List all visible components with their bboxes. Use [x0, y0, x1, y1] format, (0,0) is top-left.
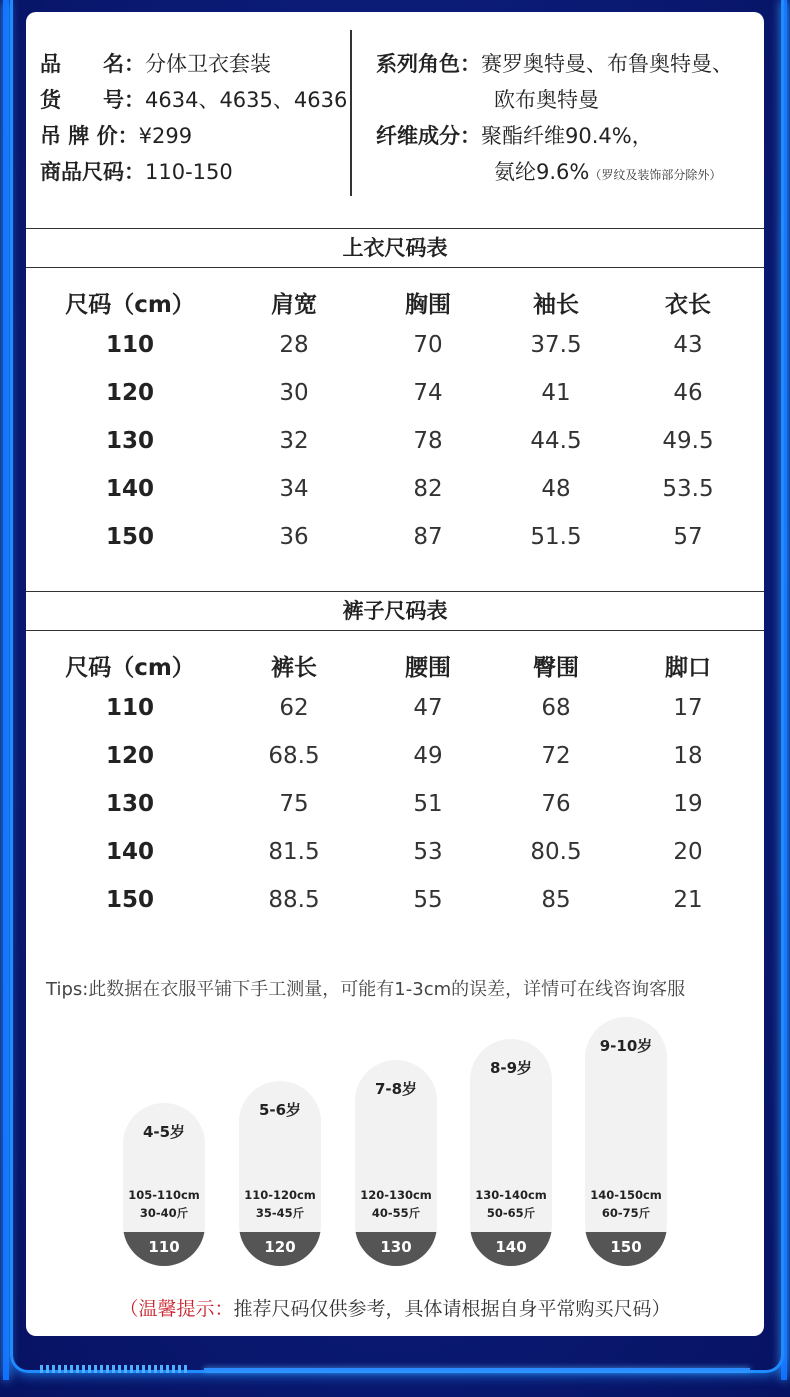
product-sku-row: [40, 84, 347, 114]
table-row-size: 140: [105, 839, 155, 865]
table-cell: 87: [413, 524, 443, 550]
table-row-size: 130: [105, 428, 155, 454]
fiber-row: [376, 120, 653, 150]
table-cell: 30: [279, 380, 309, 406]
table-cell: 81.5: [268, 839, 320, 865]
fiber-label: 纤维成分：: [376, 124, 481, 148]
table-cell: 51.5: [530, 524, 582, 550]
series-row-2: [494, 84, 599, 114]
warm-tip-text: 推荐尺码仅供参考，具体请根据自身平常购买尺码）: [233, 1298, 671, 1320]
table-row-size: 130: [105, 791, 155, 817]
height-range: 110-120cm: [244, 1188, 316, 1202]
table-cell: 68: [541, 695, 571, 721]
size-badge: 110: [123, 1232, 205, 1266]
product-name-value: 分体卫衣套装: [145, 52, 271, 76]
size-chart-card: [26, 12, 764, 1336]
product-size-label: 商品尺码：: [40, 160, 145, 184]
height-range: 130-140cm: [475, 1188, 547, 1202]
fiber-note: （罗纹及装饰部分除外）: [589, 168, 722, 182]
table-cell: 46: [673, 380, 703, 406]
series-row: [376, 48, 733, 78]
table-cell: 53.5: [662, 476, 714, 502]
size-badge: 150: [585, 1232, 667, 1266]
table-header: 裤长: [271, 655, 317, 681]
table-row-size: 120: [105, 743, 155, 769]
table-cell: 48: [541, 476, 571, 502]
table-cell: 78: [413, 428, 443, 454]
table-cell: 37.5: [530, 332, 582, 358]
table-cell: 19: [673, 791, 703, 817]
table-row-size: 110: [105, 332, 155, 358]
product-size-row: [40, 156, 233, 186]
table-header: 臀围: [533, 655, 579, 681]
table-cell: 41: [541, 380, 571, 406]
table-cell: 57: [673, 524, 703, 550]
fiber-value-2: 氨纶9.6%: [494, 160, 590, 184]
product-price-label: 吊 牌 价：: [40, 124, 139, 148]
weight-range: 40-55斤: [371, 1206, 421, 1220]
series-value-1: 赛罗奥特曼、布鲁奥特曼、: [481, 52, 733, 76]
age-guide-item: [470, 1039, 552, 1266]
tips-text: Tips:此数据在衣服平铺下手工测量，可能有1-3cm的误差，详情可在线咨询客服: [46, 979, 686, 1000]
table-cell: 43: [673, 332, 703, 358]
table-header: 衣长: [665, 292, 711, 318]
table-cell: 88.5: [268, 887, 320, 913]
product-price-value: ¥299: [138, 124, 193, 148]
product-name-label: 品 名：: [40, 52, 145, 76]
info-divider: [350, 30, 352, 196]
table-cell: 47: [413, 695, 443, 721]
fiber-row-2: [494, 156, 721, 186]
fiber-value-1: 聚酯纤维90.4%，: [481, 124, 653, 148]
table-cell: 49: [413, 743, 443, 769]
table-row-size: 120: [105, 380, 155, 406]
table-cell: 85: [541, 887, 571, 913]
table-header: 胸围: [405, 292, 451, 318]
product-sku-value: 4634、4635、4636: [145, 88, 348, 112]
size-badge: 130: [355, 1232, 437, 1266]
table-cell: 53: [413, 839, 443, 865]
table-cell: 21: [673, 887, 703, 913]
table-header: 袖长: [533, 292, 579, 318]
table-cell: 70: [413, 332, 443, 358]
age-label: 7-8岁: [374, 1080, 418, 1098]
age-label: 4-5岁: [142, 1123, 186, 1141]
glow-line: [204, 1368, 750, 1371]
tick-marks: [40, 1365, 190, 1373]
table-cell: 51: [413, 791, 443, 817]
bottom-decoration: [40, 1362, 750, 1376]
table-cell: 36: [279, 524, 309, 550]
age-guide-item: [355, 1060, 437, 1266]
weight-range: 50-65斤: [486, 1206, 536, 1220]
product-name-row: [40, 48, 271, 78]
table-cell: 68.5: [268, 743, 320, 769]
table-header: 尺码（cm）: [65, 292, 195, 318]
product-sku-label: 货 号：: [40, 88, 145, 112]
table-header: 肩宽: [271, 292, 317, 318]
table-cell: 72: [541, 743, 571, 769]
table-row-size: 150: [105, 524, 155, 550]
series-value-2: 欧布奥特曼: [494, 88, 599, 112]
table-cell: 44.5: [530, 428, 582, 454]
height-range: 140-150cm: [590, 1188, 662, 1202]
table-cell: 17: [673, 695, 703, 721]
table-cell: 80.5: [530, 839, 582, 865]
table-row-size: 140: [105, 476, 155, 502]
table-cell: 49.5: [662, 428, 714, 454]
left-frame-glow: [3, 0, 9, 1380]
table-row-size: 110: [105, 695, 155, 721]
warm-tip-prefix: （温馨提示：: [119, 1298, 234, 1320]
height-range: 105-110cm: [128, 1188, 200, 1202]
table-cell: 82: [413, 476, 443, 502]
top-size-table: [26, 268, 764, 588]
top-table-title: 上衣尺码表: [26, 228, 764, 268]
table-cell: 28: [279, 332, 309, 358]
size-badge: 140: [470, 1232, 552, 1266]
table-cell: 74: [413, 380, 443, 406]
table-cell: 55: [413, 887, 443, 913]
weight-range: 35-45斤: [255, 1206, 305, 1220]
age-guide-item: [239, 1081, 321, 1266]
age-label: 9-10岁: [599, 1037, 653, 1055]
age-label: 8-9岁: [489, 1059, 533, 1077]
table-header: 尺码（cm）: [65, 655, 195, 681]
weight-range: 30-40斤: [139, 1206, 189, 1220]
product-info: [26, 12, 764, 227]
product-size-value: 110-150: [145, 160, 233, 184]
warm-tip: [26, 1294, 764, 1321]
table-row-size: 150: [105, 887, 155, 913]
table-cell: 34: [279, 476, 309, 502]
series-label: 系列角色：: [376, 52, 481, 76]
table-cell: 76: [541, 791, 571, 817]
age-guide-item: [585, 1017, 667, 1266]
table-cell: 18: [673, 743, 703, 769]
table-cell: 62: [279, 695, 309, 721]
table-cell: 20: [673, 839, 703, 865]
table-header: 脚口: [665, 655, 711, 681]
table-cell: 32: [279, 428, 309, 454]
size-badge: 120: [239, 1232, 321, 1266]
table-cell: 75: [279, 791, 309, 817]
product-price-row: [40, 120, 192, 150]
pants-size-table: [26, 631, 764, 951]
age-label: 5-6岁: [258, 1101, 302, 1119]
age-guide-item: [123, 1103, 205, 1266]
pants-table-title: 裤子尺码表: [26, 591, 764, 631]
height-range: 120-130cm: [360, 1188, 432, 1202]
weight-range: 60-75斤: [601, 1206, 651, 1220]
table-header: 腰围: [405, 655, 451, 681]
